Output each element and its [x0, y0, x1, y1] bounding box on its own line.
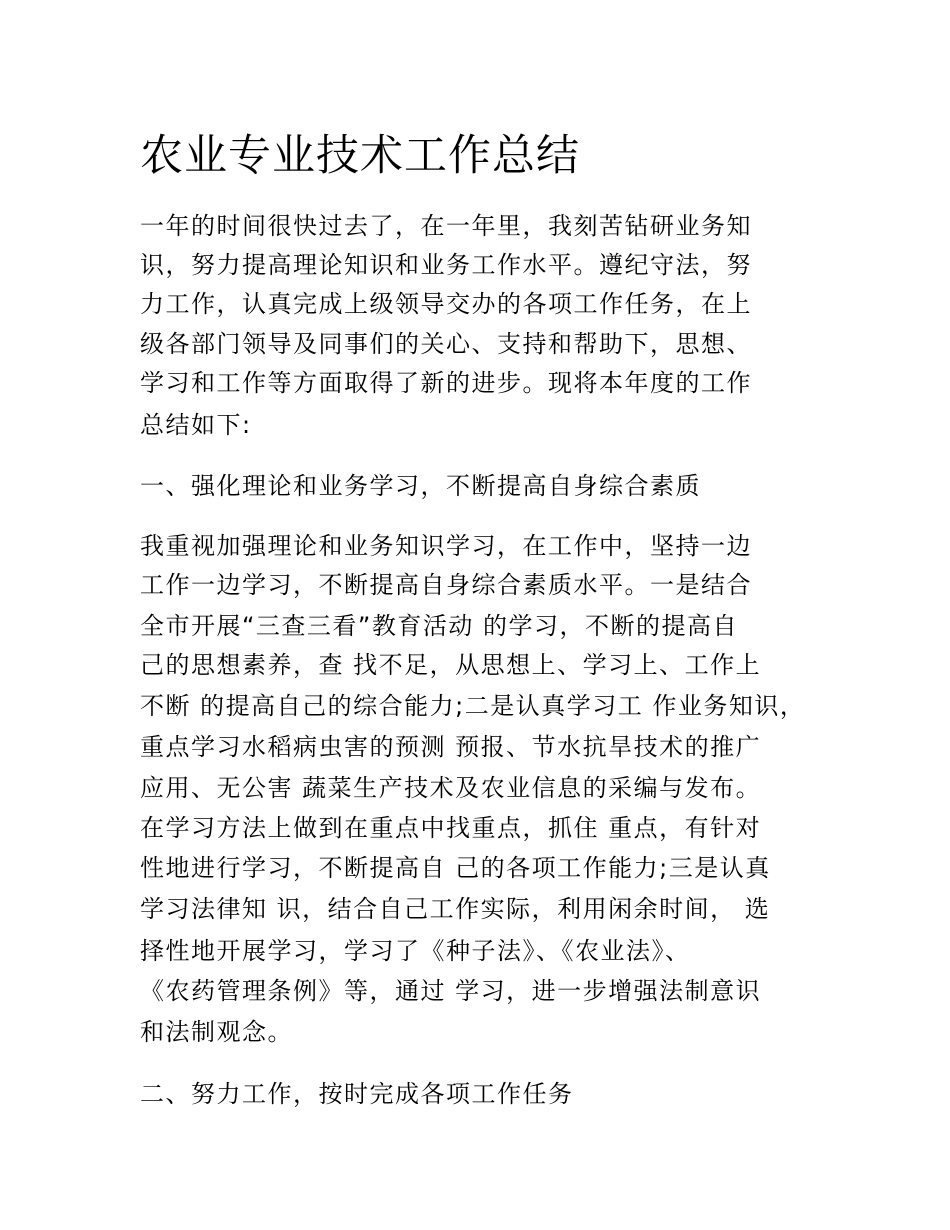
section1-line: 在学习方法上做到在重点中找重点，抓住 重点，有针对 — [140, 814, 762, 842]
section1-line: 全市开展“三查三看”教育活动 的学习，不断的提高自 — [140, 612, 738, 640]
section-heading-2: 二、努力工作，按时完成各项工作任务 — [140, 1080, 574, 1108]
section1-line: 重点学习水稻病虫害的预测 预报、节水抗旱技术的推广 — [140, 733, 762, 761]
intro-line: 识，努力提高理论知识和业务工作水平。遵纪守法，努 — [140, 251, 752, 279]
section1-line: 己的思想素养，查 找不足，从思想上、学习上、工作上 — [140, 651, 762, 679]
section1-line: 工作一边学习，不断提高自身综合素质水平。一是结合 — [140, 571, 752, 599]
intro-line: 级各部门领导及同事们的关心、支持和帮助下，思想、 — [140, 330, 752, 358]
intro-line: 一年的时间很快过去了，在一年里，我刻苦钻研业务知 — [140, 212, 752, 240]
section-heading-1: 一、强化理论和业务学习，不断提高自身综合素质 — [140, 472, 701, 500]
section1-line: 学习法律知 识，结合自己工作实际，利用闲余时间， 选 — [140, 895, 771, 923]
section1-line: 我重视加强理论和业务知识学习，在工作中，坚持一边 — [140, 532, 752, 560]
intro-line: 总结如下: — [140, 411, 252, 439]
document-title: 农业专业技术工作总结 — [140, 131, 580, 181]
intro-line: 学习和工作等方面取得了新的进步。现将本年度的工作 — [140, 369, 752, 397]
section1-line: 择性地开展学习，学习了《种子法》、《农业法》、 — [140, 937, 691, 965]
section1-line: 和法制观念。 — [140, 1018, 293, 1046]
section1-line: 不断 的提高自己的综合能力;二是认真学习工 作业务知识， — [140, 692, 806, 720]
section1-line: 应用、无公害 蔬菜生产技术及农业信息的采编与发布。 — [140, 774, 762, 802]
section1-line: 《农药管理条例》等，通过 学习，进一步增强法制意识 — [140, 977, 762, 1005]
section1-line: 性地进行学习，不断提高自 己的各项工作能力;三是认真 — [140, 854, 771, 882]
intro-line: 力工作，认真完成上级领导交办的各项工作任务，在上 — [140, 290, 752, 318]
